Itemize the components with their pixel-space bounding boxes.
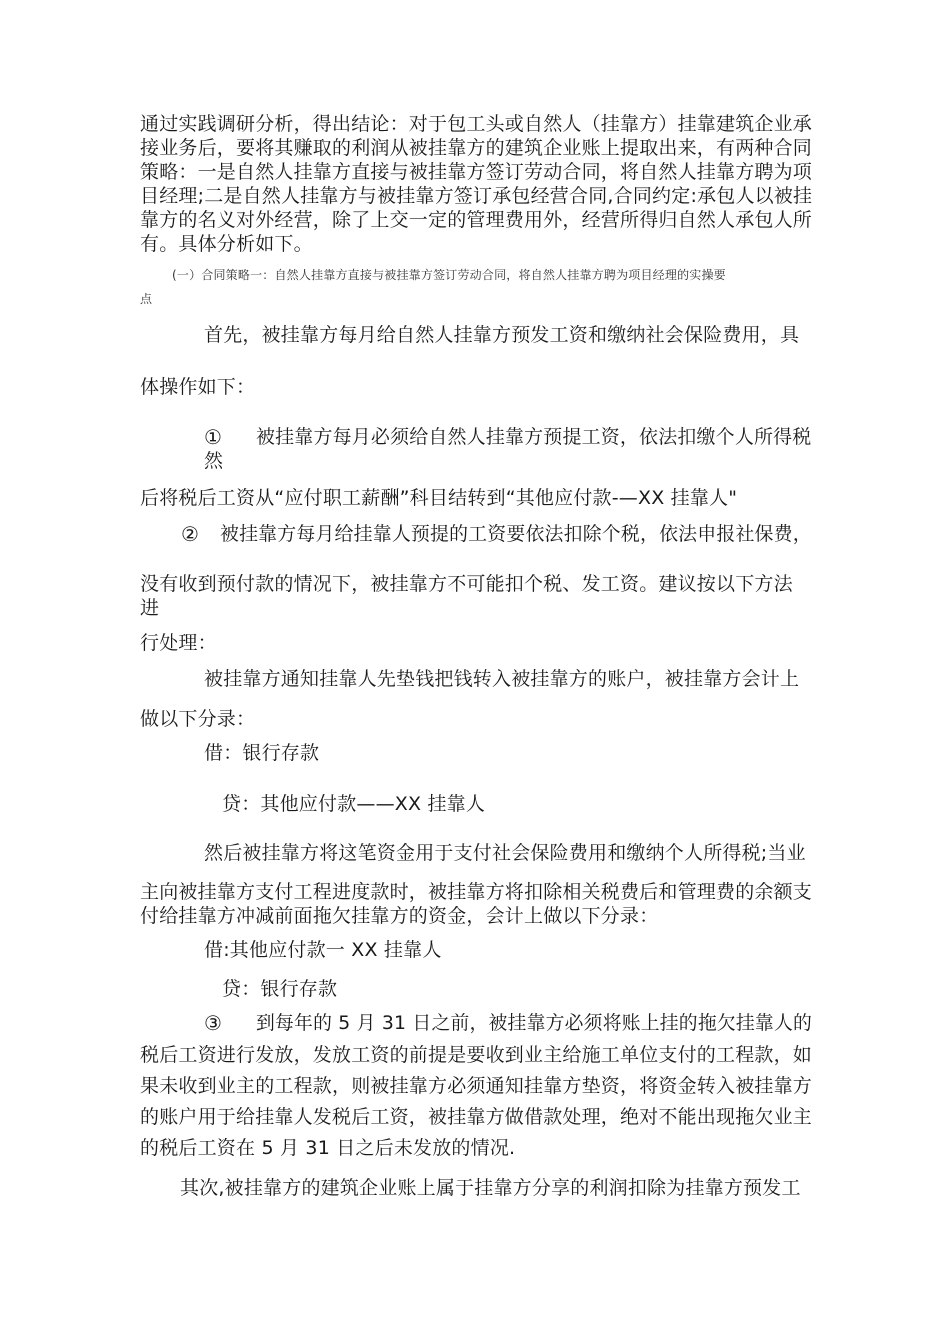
intro-line-4: 目经理;二是自然人挂靠方与被挂靠方签订承包经营合同,合同约定:承包人以被挂 <box>140 185 813 207</box>
strategy1-heading-line-1: (一）合同策略一：自然人挂靠方直接与被挂靠方签订劳动合同，将自然人挂靠方聘为项目经理的实操要 <box>172 268 726 282</box>
intro-line-5: 靠方的名义对外经营，除了上交一定的管理费用外，经营所得归自然人承包人所 <box>140 209 813 231</box>
item1-line-2: 然 <box>204 450 224 472</box>
entry2-credit: 贷：银行存款 <box>222 978 338 1000</box>
first-para-line-1: 首先，被挂靠方每月给自然人挂靠方预发工资和缴纳社会保险费用，具 <box>204 324 800 346</box>
first-para-line-2: 体操作如下： <box>140 376 256 398</box>
intro-line-1: 通过实践调研分析，得出结论：对于包工头或自然人（挂靠方）挂靠建筑企业承 <box>140 113 813 135</box>
advance-para-line-1: 被挂靠方通知挂靠人先垫钱把钱转入被挂靠方的账户，被挂靠方会计上 <box>204 668 800 690</box>
item3-line-4: 的账户用于给挂靠人发税后工资，被挂靠方做借款处理，绝对不能出现拖欠业主 <box>140 1106 813 1128</box>
intro-line-3: 策略：一是自然人挂靠方直接与被挂靠方签订劳动合同，将自然人挂靠方聘为项 <box>140 161 813 183</box>
item3-line-2: 税后工资进行发放，发放工资的前提是要收到业主给施工单位支付的工程款，如 <box>140 1044 813 1066</box>
advance-para-line-2: 做以下分录： <box>140 708 256 730</box>
item3-marker: ③ <box>204 1011 222 1035</box>
item1-line-1: 被挂靠方每月必须给自然人挂靠方预提工资，依法扣缴个人所得税 <box>256 426 812 448</box>
second-para-line-1: 其次,被挂靠方的建筑企业账上属于挂靠方分享的利润扣除为挂靠方预发工 <box>180 1177 801 1199</box>
entry2-debit: 借:其他应付款一 XX 挂靠人 <box>204 939 442 961</box>
entry1-credit: 贷：其他应付款——XX 挂靠人 <box>222 793 486 815</box>
then-para-line-3: 付给挂靠方冲减前面拖欠挂靠方的资金，会计上做以下分录： <box>140 905 659 927</box>
item1-continuation: 后将税后工资从“应付职工薪酬”科目结转到“其他应付款-—XX 挂靠人" <box>140 487 738 509</box>
then-para-line-1: 然后被挂靠方将这笔资金用于支付社会保险费用和缴纳个人所得税;当业 <box>204 842 806 864</box>
item2-line-4: 行处理： <box>140 632 217 654</box>
item3-line-1: 到每年的 5 月 31 日之前，被挂靠方必须将账上挂的拖欠挂靠人的 <box>256 1013 813 1034</box>
item2-line-2: 没有收到预付款的情况下，被挂靠方不可能扣个税、发工资。建议按以下方法 <box>140 573 793 595</box>
intro-line-6: 有。具体分析如下。 <box>140 233 313 255</box>
item1-marker: ① <box>204 425 222 449</box>
item3-line-5: 的税后工资在 5 月 31 日之后未发放的情况. <box>140 1137 516 1159</box>
then-para-line-2: 主向被挂靠方支付工程进度款时，被挂靠方将扣除相关税费后和管理费的余额支 <box>140 881 813 903</box>
item2-line-3: 进 <box>140 597 160 619</box>
item2-marker: ② <box>181 522 199 546</box>
entry1-debit: 借：银行存款 <box>204 742 320 764</box>
intro-line-2: 接业务后，要将其赚取的利润从被挂靠方的建筑企业账上提取出来，有两种合同 <box>140 137 813 159</box>
item2-line-1: 被挂靠方每月给挂靠人预提的工资要依法扣除个税，依法申报社保费， <box>220 523 812 545</box>
strategy1-heading-line-2: 点 <box>140 292 153 306</box>
item3-line-3: 果未收到业主的工程款，则被挂靠方必须通知挂靠方垫资，将资金转入被挂靠方 <box>140 1075 813 1097</box>
